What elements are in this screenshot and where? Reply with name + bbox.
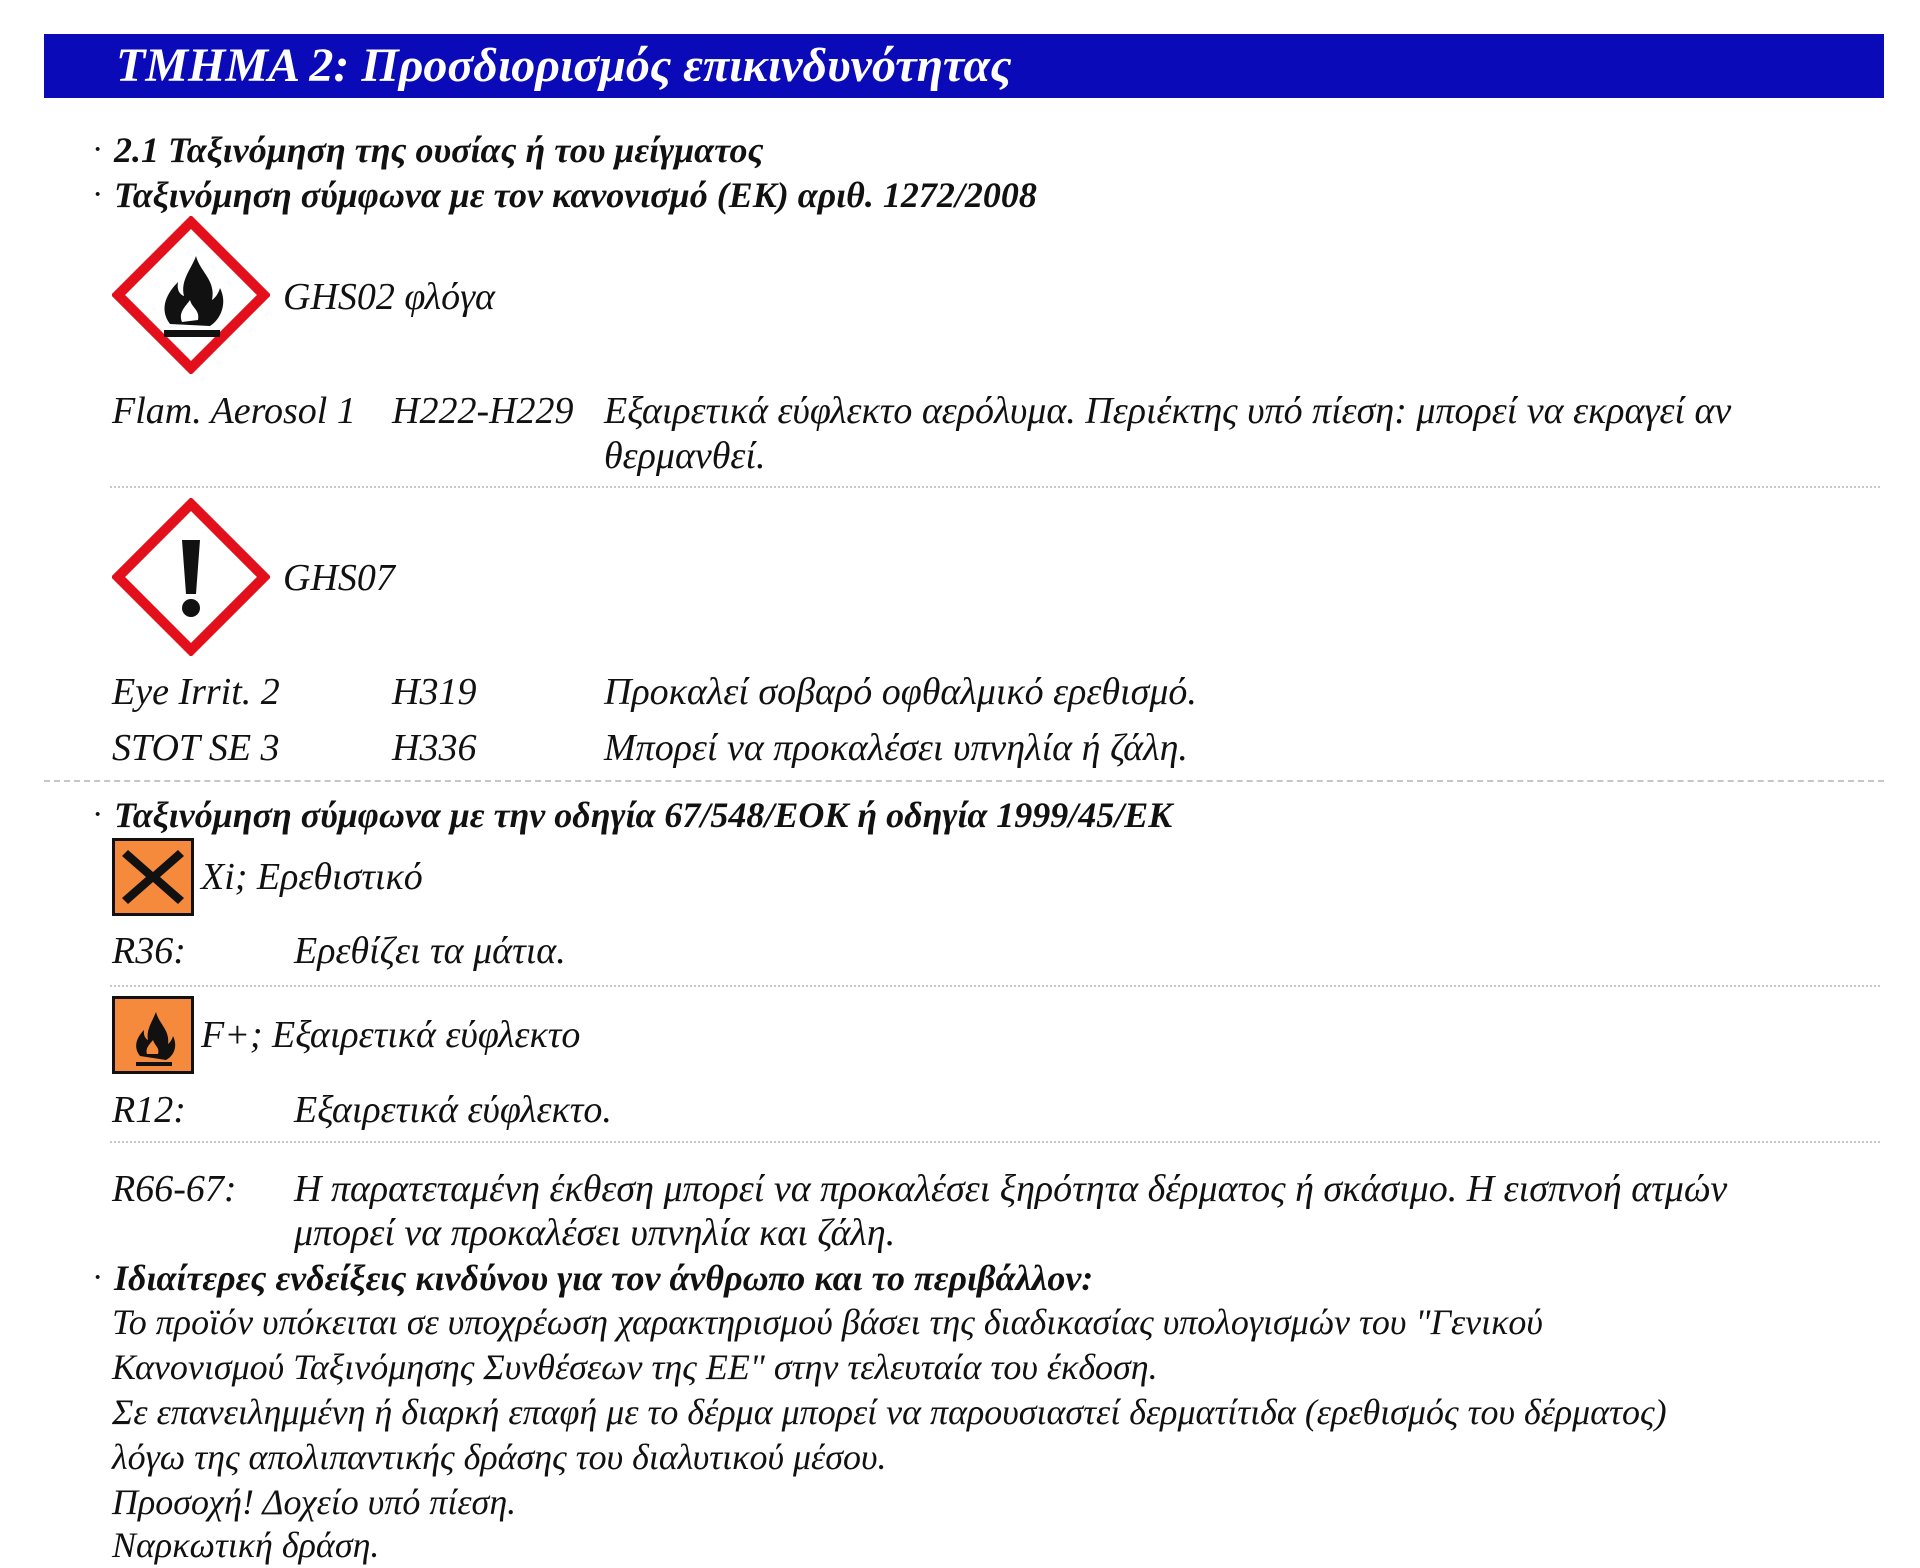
ghs02-label: GHS02 φλόγα	[283, 276, 495, 318]
r-phrase-cont: μπορεί να προκαλέσει υπνηλία και ζάλη.	[294, 1212, 896, 1254]
special-hazards-heading: Ιδιαίτερες ενδείξεις κινδύνου για τον άνθρωπο και το περιβάλλον:	[114, 1258, 1094, 1298]
r-phrase: Ερεθίζει τα μάτια.	[294, 930, 566, 972]
r-phrase: Εξαιρετικά εύφλεκτο.	[294, 1089, 612, 1131]
hazard-statement: Εξαιρετικά εύφλεκτο αερόλυμα. Περιέκτης υπό πίεση: μπορεί να εκραγεί αν	[604, 390, 1732, 432]
hazard-code: H336	[392, 727, 477, 769]
fplus-flame-icon	[112, 996, 194, 1074]
hazard-statement: Προκαλεί σοβαρό οφθαλμικό ερεθισμό.	[604, 671, 1197, 713]
ghs02-flame-icon	[112, 216, 270, 374]
clp-heading: Ταξινόμηση σύμφωνα με τον κανονισμό (ΕΚ) αριθ. 1272/2008	[114, 175, 1037, 215]
ghs07-exclamation-icon	[112, 498, 270, 656]
r-phrase: Η παρατεταμένη έκθεση μπορεί να προκαλέσει ξηρότητα δέρματος ή σκάσιμο. Η εισπνοή ατμών	[294, 1168, 1728, 1210]
special-hazards-line: Ναρκωτική δράση.	[112, 1525, 380, 1565]
hazard-code: H319	[392, 671, 477, 713]
bullet: ·	[92, 1259, 104, 1296]
subsection-heading: 2.1 Ταξινόμηση της ουσίας ή του μείγματος	[114, 130, 764, 170]
section-title: ΤΜΗΜΑ 2: Προσδιορισμός επικινδυνότητας	[116, 39, 1012, 92]
hazard-category: Flam. Aerosol 1	[112, 390, 356, 432]
fplus-label: F+; Εξαιρετικά εύφλεκτο	[201, 1014, 581, 1056]
xi-label: Xi; Ερεθιστικό	[201, 856, 423, 898]
special-hazards-line: Σε επανειλημμένη ή διαρκή επαφή με το δέρμα μπορεί να παρουσιαστεί δερματίτιδα (ερεθισμός του δέρματος)	[112, 1392, 1667, 1432]
r-code: R12:	[112, 1089, 186, 1131]
hazard-statement-cont: θερμανθεί.	[604, 435, 766, 477]
dotted-divider	[110, 985, 1880, 987]
dashed-divider	[44, 780, 1884, 782]
hazard-category: Eye Irrit. 2	[112, 671, 280, 713]
bullet: ·	[92, 176, 104, 213]
hazard-code: H222-H229	[392, 390, 574, 432]
dotted-divider	[110, 1141, 1880, 1143]
dsd-heading: Ταξινόμηση σύμφωνα με την οδηγία 67/548/ΕΟΚ ή οδηγία 1999/45/ΕΚ	[114, 795, 1173, 835]
special-hazards-line: Το προϊόν υπόκειται σε υποχρέωση χαρακτηρισμού βάσει της διαδικασίας υπολογισμών του "Γενικού	[112, 1302, 1543, 1342]
r-code: R36:	[112, 930, 186, 972]
ghs07-label: GHS07	[283, 557, 395, 599]
bullet: ·	[92, 131, 104, 168]
special-hazards-line: λόγω της απολιπαντικής δράσης του διαλυτικού μέσου.	[112, 1437, 887, 1477]
xi-irritant-icon	[112, 838, 194, 916]
r-code: R66-67:	[112, 1168, 237, 1210]
hazard-statement: Μπορεί να προκαλέσει υπνηλία ή ζάλη.	[604, 727, 1188, 769]
bullet: ·	[92, 796, 104, 833]
dotted-divider	[110, 486, 1880, 488]
hazard-category: STOT SE 3	[112, 727, 280, 769]
special-hazards-line: Προσοχή! Δοχείο υπό πίεση.	[112, 1482, 517, 1522]
special-hazards-line: Κανονισμού Ταξινόμησης Συνθέσεων της ΕΕ" στην τελευταία του έκδοση.	[112, 1347, 1158, 1387]
section-header	[44, 34, 1884, 98]
